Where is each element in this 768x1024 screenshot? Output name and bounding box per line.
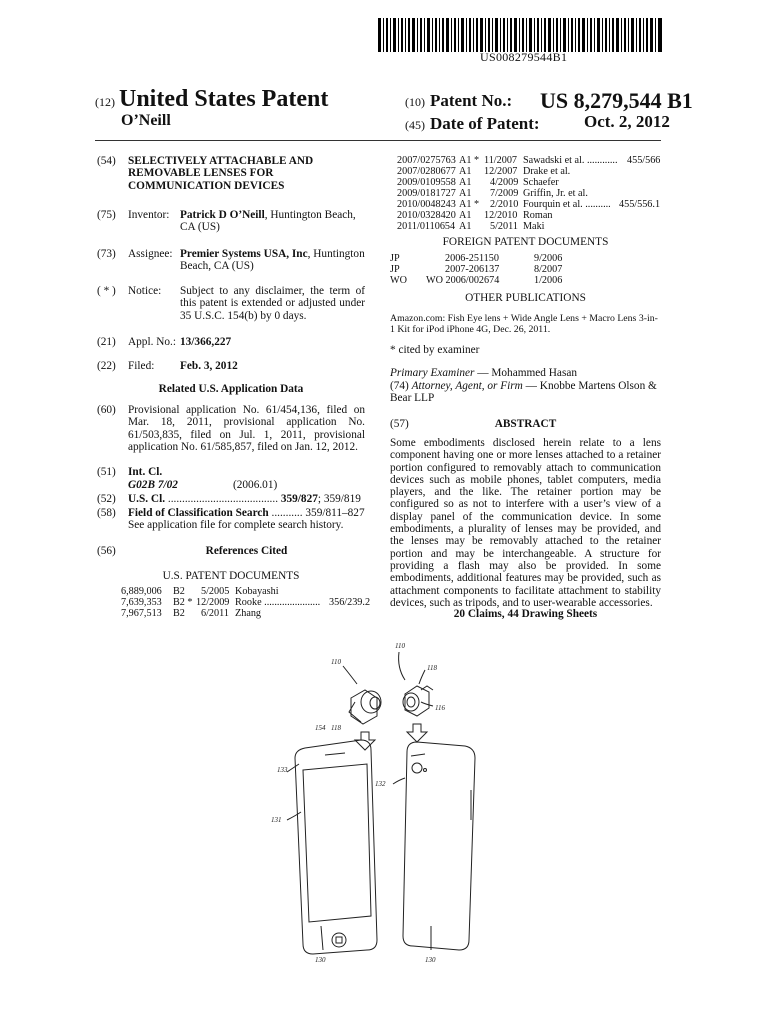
patent-no-label: Patent No.: (430, 91, 513, 110)
doc-kind: A1 (459, 166, 472, 177)
us-doc-row (397, 166, 662, 177)
field-search-note: See application file for complete search history. (128, 519, 344, 531)
other-publication-text: Amazon.com: Fish Eye lens + Wide Angle Lens + Macro Lens 3-in-1 Kit for iPod iPhone 4G, Dec. 26, 2011. (390, 313, 658, 335)
abstract-text: Some embodiments disclosed herein relate to a lens component having one or more lenses attached to a retainer portion configured to removably attach to communication devices such as mobile phones, tablet computers, media players, and the like. The retainer portion may be configured so as not to interfere with a user’s view of a display panel of the communication device. In some embodiments, a plurality of lenses may be provided, and the lenses may be removably attached to the retainer portion and may be interchangeable. A structure for providing a flash may also be provided. In some embodiments, additional features may be provided, such as attachment components to facilitate attachment to stability devices, such as tripods, and to user-wearable accessories. (390, 437, 661, 609)
foreign-doc-row (390, 264, 660, 275)
doc-date: 11/2007 (484, 155, 518, 166)
field-search-entry (128, 507, 365, 519)
doc-number: 2009/0109558 (397, 177, 456, 188)
doc-date: 4/2009 (490, 177, 519, 188)
appl-label: Appl. No.: (128, 336, 177, 348)
barcode-number: US008279544B1 (480, 50, 568, 64)
doc-name: Sawadski et al. ............ (523, 155, 618, 166)
foreign-date: 1/2006 (534, 275, 563, 286)
abstract-heading: ABSTRACT (494, 418, 557, 430)
doc-date: 12/2009 (196, 597, 230, 608)
foreign-doc-row (390, 275, 660, 286)
doc-date: 12/2010 (484, 210, 518, 221)
doc-kind: A1 (459, 177, 472, 188)
doc-name: Roman (523, 210, 553, 221)
phone-front (295, 740, 377, 954)
examiner-name: — Mohammed Hasan (474, 367, 577, 379)
doc-number: 2007/0280677 (397, 166, 456, 177)
ref-label-110a: 110 (331, 658, 341, 666)
doc-class: 455/566 (627, 155, 661, 166)
assignee-label: Assignee: (128, 248, 173, 260)
attorney-label: Attorney, Agent, or Firm (411, 380, 523, 392)
int-cl-code: (51) (97, 466, 116, 478)
claims-drawing-sheets: 20 Claims, 44 Drawing Sheets (453, 608, 598, 620)
us-cl-code: (52) (97, 493, 116, 505)
assignee-entry (180, 248, 365, 273)
foreign-country: WO (390, 275, 407, 286)
doc-name: Drake et al. (523, 166, 571, 177)
attorney-code: (74) (390, 380, 409, 392)
ref-label-131: 131 (271, 816, 282, 824)
attorney-entry (390, 380, 661, 405)
doc-date: 7/2009 (490, 188, 519, 199)
assignee-location: , Huntington Beach, CA (US) (180, 248, 365, 273)
doc-kind: B2 * (173, 597, 193, 608)
doc-name: Kobayashi (235, 586, 279, 597)
doc-date: 6/2011 (201, 608, 229, 619)
title-code: (54) (97, 155, 116, 167)
foreign-date: 8/2007 (534, 264, 563, 275)
doc-number: 2009/0181727 (397, 188, 456, 199)
foreign-date: 9/2006 (534, 253, 563, 264)
foreign-doc-row (390, 253, 660, 264)
us-cl-main: 359/827 (280, 493, 318, 505)
kind-code: (12) (95, 95, 115, 109)
references-heading: References Cited (205, 545, 288, 557)
doc-date: 5/2011 (490, 221, 518, 232)
field-search-code: (58) (97, 507, 116, 519)
us-cl-rest: ; 359/819 (317, 493, 361, 505)
header-divider (95, 140, 661, 141)
ref-label-133: 133 (277, 766, 288, 774)
lens-attachment-rear (403, 686, 433, 716)
us-docs-continued (397, 155, 662, 232)
foreign-number: 2007-206137 (445, 264, 500, 275)
ref-label-130a: 130 (315, 956, 326, 964)
doc-class: 455/556.1 (619, 199, 661, 210)
attorney-name: — Knobbe Martens Olson & Bear LLP (390, 380, 657, 405)
ref-label-118b: 118 (331, 724, 341, 732)
author-name: O’Neill (121, 112, 171, 129)
inventor-code: (75) (97, 209, 116, 221)
ref-label-132: 132 (375, 780, 386, 788)
doc-name: Griffin, Jr. et al. (523, 188, 588, 199)
references-code: (56) (97, 545, 116, 557)
notice-code: ( * ) (97, 285, 116, 297)
int-cl-year: (2006.01) (233, 479, 278, 491)
ref-label-110b: 110 (395, 642, 405, 650)
filed-date: Feb. 3, 2012 (180, 360, 238, 372)
us-doc-row (397, 188, 662, 199)
us-doc-row (397, 210, 662, 221)
inventor-name: Patrick D O’Neill (180, 209, 265, 221)
us-doc-row (397, 177, 662, 188)
barcode (378, 18, 662, 52)
doc-number: 7,967,513 (121, 608, 162, 619)
foreign-country: JP (390, 264, 400, 275)
us-cl-leader: ....................................... (165, 493, 279, 505)
primary-examiner (390, 367, 577, 379)
doc-kind: A1 * (459, 155, 480, 166)
us-doc-row (397, 155, 662, 166)
appl-code: (21) (97, 336, 116, 348)
doc-name: Schaefer (523, 177, 559, 188)
examiner-label: Primary Examiner (390, 367, 475, 379)
doc-name: Maki (523, 221, 545, 232)
notice-label: Notice: (128, 285, 162, 297)
doc-kind: A1 (459, 188, 472, 199)
provisional-code: (60) (97, 404, 116, 416)
doc-name: Zhang (235, 608, 262, 619)
abstract-code: (57) (390, 418, 409, 430)
provisional-text: Provisional application No. 61/454,136, filed on Mar. 18, 2011, provisional application No. 61/503,835, filed on Jul. 1, 2011, provisional application No. 61/585,857, filed on Jan. 12, 2012. (128, 404, 365, 454)
notice-text: Subject to any disclaimer, the term of this patent is extended or adjusted under 35 U.S.C. 154(b) by 0 days. (180, 285, 365, 322)
date-label: Date of Patent: (430, 114, 540, 133)
other-publications-heading: OTHER PUBLICATIONS (465, 292, 586, 304)
doc-number: 6,889,006 (121, 586, 162, 597)
field-search-label: Field of Classification Search (128, 507, 269, 519)
foreign-docs-heading: FOREIGN PATENT DOCUMENTS (442, 236, 609, 248)
foreign-docs-table (390, 253, 660, 286)
doc-class: 356/239.2 (329, 597, 371, 608)
us-doc-row (397, 199, 662, 210)
date-of-patent: Oct. 2, 2012 (584, 112, 670, 131)
assignee-code: (73) (97, 248, 116, 260)
inventor-location: , Huntington Beach, CA (US) (180, 209, 356, 234)
patent-number: US 8,279,544 B1 (540, 88, 693, 113)
us-docs-heading: U.S. PATENT DOCUMENTS (162, 570, 300, 582)
ref-label-116: 116 (435, 704, 445, 712)
patent-drawing (265, 640, 505, 970)
patent-no-code: (10) (405, 95, 425, 109)
foreign-number: WO 2006/002674 (426, 275, 500, 286)
doc-kind: A1 (459, 221, 472, 232)
assignee-name: Premier Systems USA, Inc (180, 248, 308, 260)
date-code: (45) (405, 118, 425, 132)
doc-number: 2010/0048243 (397, 199, 456, 210)
doc-number: 7,639,353 (121, 597, 162, 608)
related-data-heading: Related U.S. Application Data (158, 383, 304, 395)
int-cl-label: Int. Cl. (128, 466, 163, 478)
doc-number: 2007/0275763 (397, 155, 456, 166)
doc-number: 2010/0328420 (397, 210, 456, 221)
attach-arrow-rear (407, 724, 427, 742)
us-doc-row (397, 221, 662, 232)
lens-attachment-front (349, 690, 381, 724)
doc-kind: B2 (173, 586, 185, 597)
foreign-country: JP (390, 253, 400, 264)
doc-date: 2/2010 (490, 199, 519, 210)
us-cl-entry (128, 493, 361, 505)
ref-label-118a: 118 (427, 664, 437, 672)
patent-office-title: United States Patent (119, 86, 329, 112)
appl-number: 13/366,227 (180, 336, 232, 348)
doc-name: Fourquin et al. .......... (523, 199, 611, 210)
inventor-label: Inventor: (128, 209, 170, 221)
doc-name: Rooke ...................... (235, 597, 321, 608)
doc-kind: A1 * (459, 199, 480, 210)
us-doc-row (121, 586, 371, 597)
doc-date: 5/2005 (201, 586, 230, 597)
filed-label: Filed: (128, 360, 155, 372)
ref-label-154: 154 (315, 724, 326, 732)
us-doc-row (121, 597, 371, 608)
doc-number: 2011/0110654 (397, 221, 456, 232)
filed-code: (22) (97, 360, 116, 372)
doc-kind: B2 (173, 608, 185, 619)
us-doc-row (121, 608, 371, 619)
cited-by-examiner-note: * cited by examiner (390, 344, 480, 356)
doc-kind: A1 (459, 210, 472, 221)
us-cl-label: U.S. Cl. (128, 493, 166, 505)
invention-title: SELECTIVELY ATTACHABLE AND REMOVABLE LENSES FOR COMMUNICATION DEVICES (128, 155, 314, 192)
foreign-number: 2006-251150 (445, 253, 499, 264)
inventor-entry (180, 209, 365, 234)
ref-label-130b: 130 (425, 956, 436, 964)
us-docs-table (121, 586, 371, 619)
field-search-value: 359/811–827 (302, 507, 365, 519)
phone-rear (403, 742, 475, 950)
doc-date: 12/2007 (484, 166, 518, 177)
int-cl-class: G02B 7/02 (128, 479, 178, 491)
field-search-leader: ........... (268, 507, 303, 519)
